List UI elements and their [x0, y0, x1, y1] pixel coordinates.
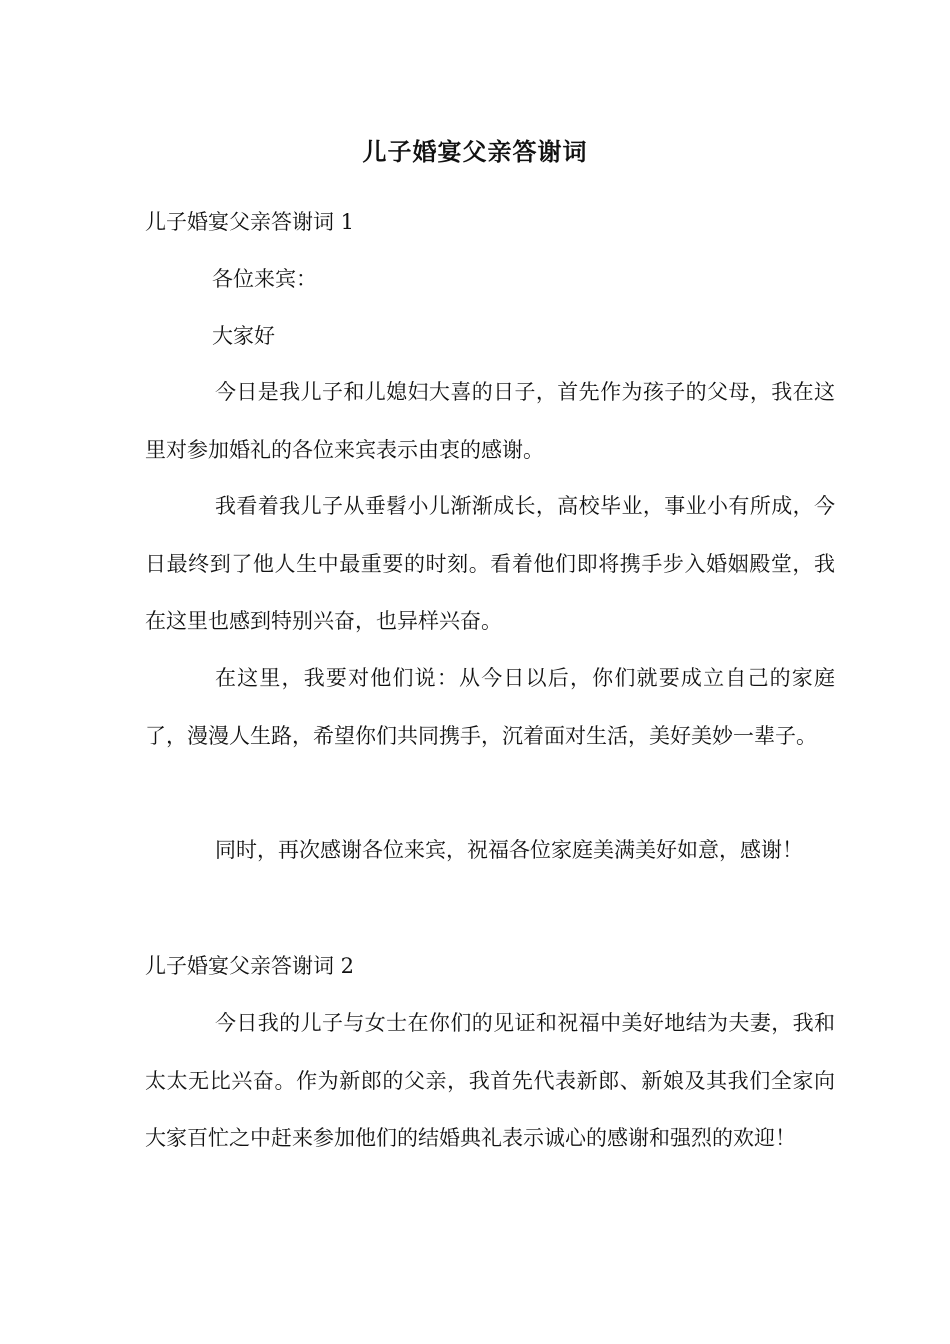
paragraph: 今日是我儿子和儿媳妇大喜的日子，首先作为孩子的父母，我在这里对参加婚礼的各位来宾表示由衷的感谢。 — [145, 380, 835, 462]
section-heading-2: 儿子婚宴父亲答谢词 2 — [145, 954, 355, 978]
greeting: 大家好 — [212, 324, 275, 348]
paragraph: 今日我的儿子与女士在你们的见证和祝福中美好地结为夫妻，我和太太无比兴奋。作为新郎的父亲，我首先代表新郎、新娘及其我们全家向大家百忙之中赶来参加他们的结婚典礼表示诚心的感谢和强烈的欢迎！ — [145, 1011, 835, 1150]
section-heading-1: 儿子婚宴父亲答谢词 1 — [145, 210, 355, 234]
paragraph: 我看着我儿子从垂髫小儿渐渐成长，高校毕业，事业小有所成，今日最终到了他人生中最重要的时刻。看着他们即将携手步入婚姻殿堂，我在这里也感到特别兴奋，也异样兴奋。 — [145, 494, 835, 633]
document-title: 儿子婚宴父亲答谢词 — [362, 137, 588, 166]
paragraph: 在这里，我要对他们说：从今日以后，你们就要成立自己的家庭了，漫漫人生路，希望你们共同携手，沉着面对生活，美好美妙一辈子。 — [145, 666, 835, 748]
paragraph: 同时，再次感谢各位来宾，祝福各位家庭美满美好如意，感谢！ — [215, 838, 803, 862]
salutation: 各位来宾： — [212, 267, 317, 291]
